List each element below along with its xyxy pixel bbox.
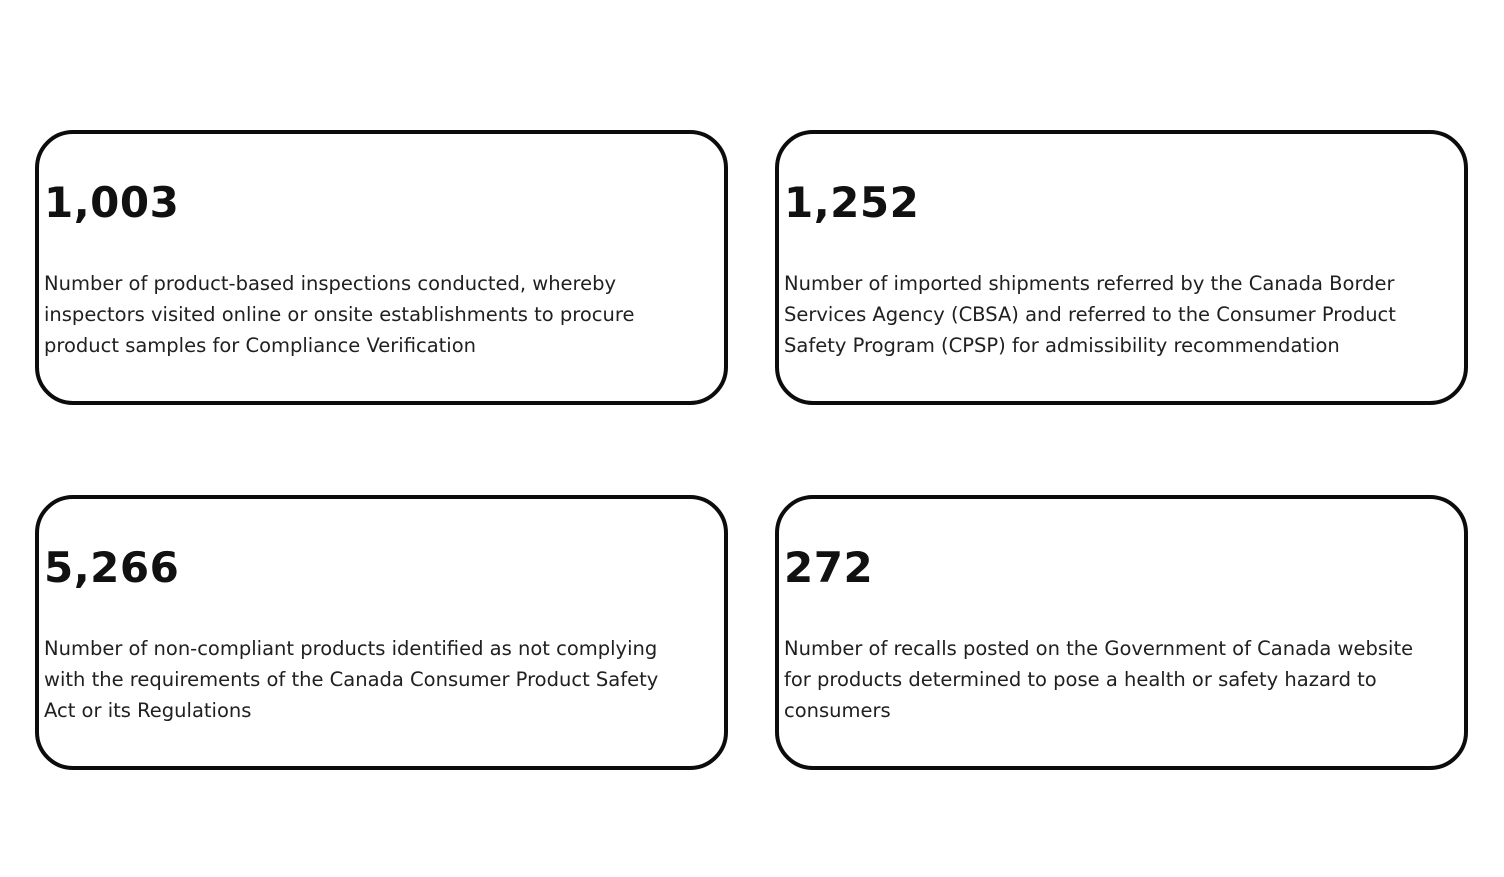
stat-card-non-compliant-products [35,495,728,770]
stat-description-non-compliant-products: Number of non-compliant products identified as not complying with the requirements of the Canada Consumer Product Safety Act or its Regulations [44,637,659,722]
stat-description-imported-shipments: Number of imported shipments referred by the Canada Border Services Agency (CBSA) and referred to the Consumer Product Safety Program (CPSP) for admissibility recommendation [784,272,1396,357]
stat-card-imported-shipments [775,130,1468,405]
stat-description-product-inspections: Number of product-based inspections conducted, whereby inspectors visited online or onsite establishments to procure product samples for Compliance Verification [44,272,635,357]
stat-description-recalls-posted: Number of recalls posted on the Government of Canada website for products determined to pose a health or safety hazard to consumers [784,637,1414,722]
stat-card-product-inspections [35,130,728,405]
stat-value-recalls-posted: 272 [784,543,874,592]
stat-value-product-inspections: 1,003 [44,178,180,227]
stats-grid [35,130,1468,770]
stat-value-imported-shipments: 1,252 [784,178,920,227]
stat-value-non-compliant-products: 5,266 [44,543,180,592]
stat-card-recalls-posted [775,495,1468,770]
